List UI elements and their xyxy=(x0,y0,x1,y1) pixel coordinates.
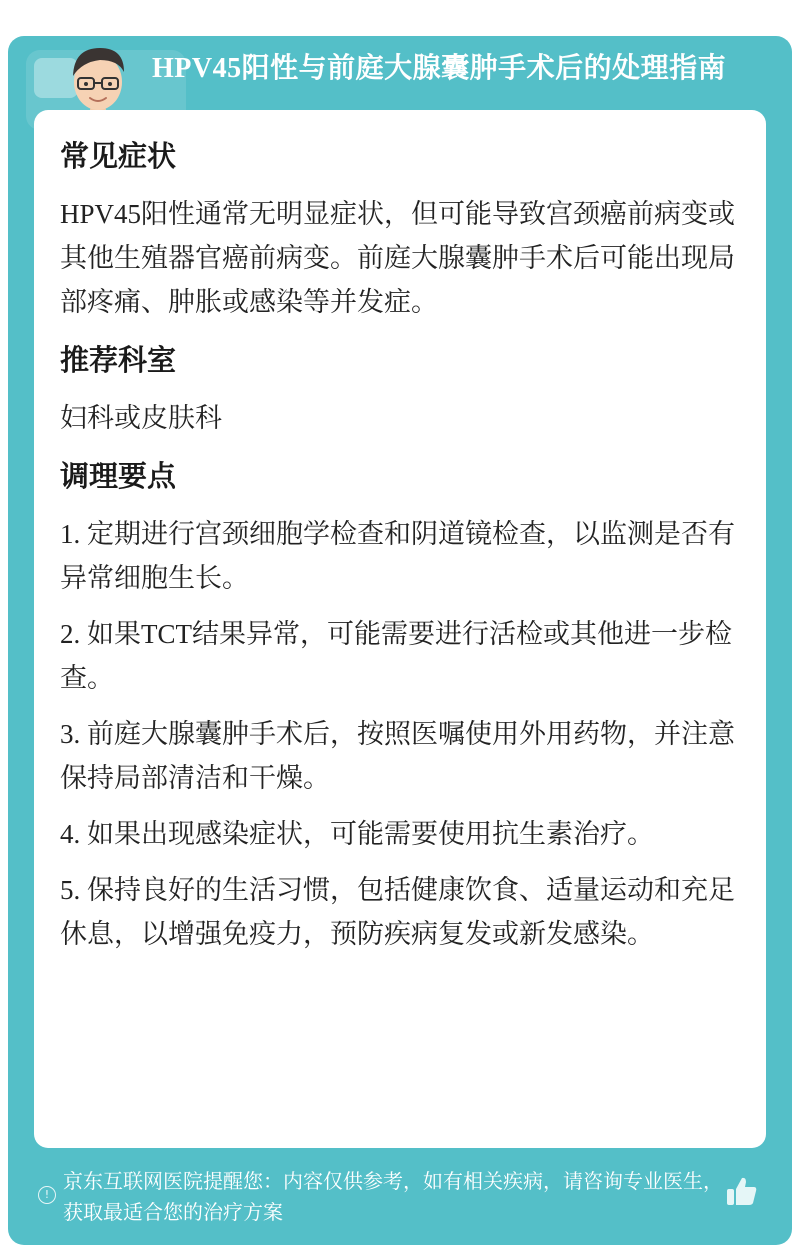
disclaimer-text: 京东互联网医院提醒您：内容仅供参考，如有相关疾病，请咨询专业医生，获取最适合您的治疗方案 xyxy=(63,1169,723,1224)
page-title: HPV45阳性与前庭大腺囊肿手术后的处理指南 xyxy=(152,53,727,84)
care-list xyxy=(60,512,740,956)
department-heading: 推荐科室 xyxy=(60,343,177,377)
thumbs-up-icon[interactable] xyxy=(724,1174,760,1210)
care-item: 2. 如果TCT结果异常，可能需要进行活检或其他进一步检查。 xyxy=(60,619,732,693)
care-heading: 调理要点 xyxy=(60,459,177,493)
care-item: 3. 前庭大腺囊肿手术后，按照医嘱使用外用药物，并注意保持局部清洁和干燥。 xyxy=(60,719,735,793)
guide-card xyxy=(8,36,792,1245)
content-panel xyxy=(34,110,766,1148)
symptoms-text: HPV45阳性通常无明显症状，但可能导致宫颈癌前病变或其他生殖器官癌前病变。前庭大腺囊肿手术后可能出现局部疼痛、肿胀或感染等并发症。 xyxy=(60,199,736,317)
care-item: 4. 如果出现感染症状，可能需要使用抗生素治疗。 xyxy=(60,819,654,849)
department-text: 妇科或皮肤科 xyxy=(60,403,222,433)
care-item: 5. 保持良好的生活习惯，包括健康饮食、适量运动和充足休息，以增强免疫力，预防疾病复发或新发感染。 xyxy=(60,875,735,949)
symptoms-heading: 常见症状 xyxy=(60,139,177,173)
care-item: 1. 定期进行宫颈细胞学检查和阴道镜检查，以监测是否有异常细胞生长。 xyxy=(60,519,735,593)
footer xyxy=(8,1158,792,1245)
info-icon: ! xyxy=(38,1186,56,1204)
